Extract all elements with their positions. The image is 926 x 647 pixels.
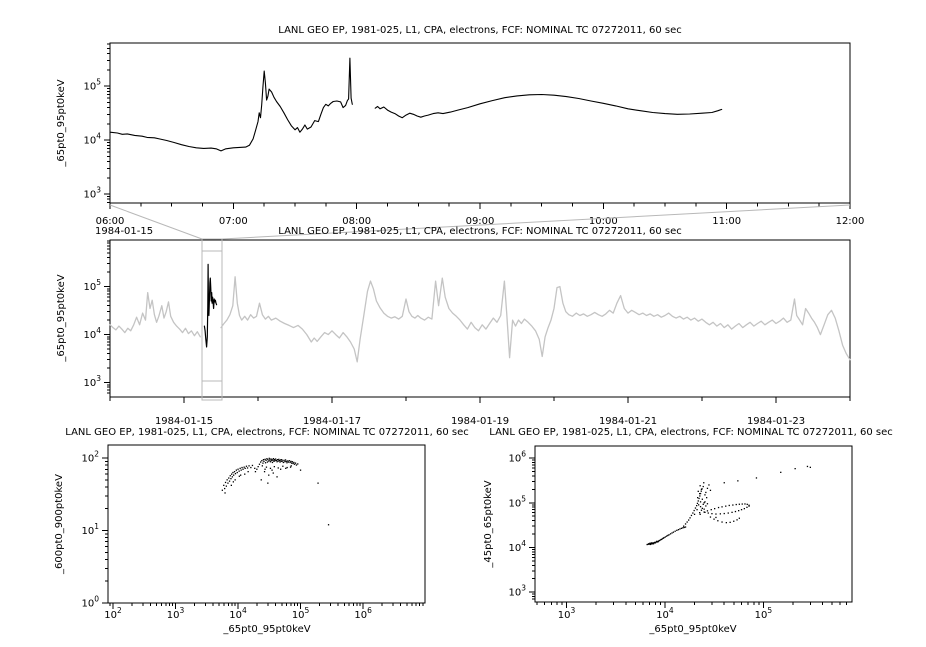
scatter-point bbox=[729, 505, 730, 506]
scatter-point bbox=[254, 468, 255, 469]
scatter-point bbox=[227, 479, 228, 480]
scatter-point bbox=[222, 490, 223, 491]
scatter-point bbox=[737, 480, 738, 481]
scatter-point bbox=[297, 463, 298, 464]
scatter-point bbox=[263, 459, 264, 460]
scatter-point bbox=[685, 526, 686, 527]
context-overview-timeseries bbox=[83, 205, 850, 427]
scatter-point bbox=[684, 527, 685, 528]
scatter-point bbox=[700, 501, 701, 502]
plot-title-bottom-left: LANL GEO EP, 1981-025, L1, CPA, electrons, FCF: NOMINAL TC 07272011, 60 sec bbox=[65, 427, 469, 438]
scatter-point bbox=[707, 503, 708, 504]
y-axis-label-top: _65pt0_95pt0keV bbox=[56, 79, 67, 167]
tick-label: 1984-01-17 bbox=[302, 416, 362, 427]
scatter-point bbox=[656, 541, 657, 542]
scatter-point bbox=[648, 543, 649, 544]
scatter-point bbox=[685, 523, 686, 524]
scatter-point bbox=[232, 476, 233, 477]
plot-title-middle: LANL GEO EP, 1981-025, L1, CPA, electrons, FCF: NOMINAL TC 07272011, 60 sec bbox=[278, 226, 682, 237]
tick-label: $10^2$ bbox=[104, 606, 122, 621]
scatter-point bbox=[692, 512, 693, 513]
x-axis-label-bottom-left: _65pt0_95pt0keV bbox=[223, 624, 311, 635]
scatter-point bbox=[714, 508, 715, 509]
scatter-point bbox=[262, 465, 263, 466]
scatter-point bbox=[268, 475, 269, 476]
scatter-point bbox=[277, 459, 278, 460]
scatter-point bbox=[706, 497, 707, 498]
overview-gray-before-zoom bbox=[110, 293, 200, 337]
scatter-point bbox=[726, 522, 727, 523]
scatter-point bbox=[733, 521, 734, 522]
scatter-point bbox=[295, 463, 296, 464]
tick-label: $10^4$ bbox=[656, 606, 674, 621]
scatter-point bbox=[742, 503, 743, 504]
scatter-point bbox=[744, 508, 745, 509]
scatter-point bbox=[696, 505, 697, 506]
scatter-point bbox=[731, 512, 732, 513]
context-date-label: 1984-01-15 bbox=[95, 226, 154, 237]
scatter-point bbox=[292, 461, 293, 462]
scatter-point bbox=[702, 508, 703, 509]
tick-label: $10^5$ bbox=[754, 606, 773, 621]
scatter-point bbox=[241, 470, 242, 471]
scatter-point bbox=[278, 459, 279, 460]
scatter-point bbox=[671, 532, 672, 533]
scatter-point bbox=[270, 458, 271, 459]
scatter-point bbox=[237, 472, 238, 473]
scatter-point bbox=[244, 467, 245, 468]
scatter-point bbox=[720, 513, 721, 514]
scatter-point bbox=[285, 468, 286, 469]
scatter-point bbox=[266, 467, 267, 468]
scatter-point bbox=[263, 461, 264, 462]
scatter-point bbox=[667, 535, 668, 536]
scatter-point bbox=[258, 466, 259, 467]
scatter-point bbox=[673, 532, 674, 533]
scatter-point bbox=[275, 458, 276, 459]
tick-label: 1984-01-21 bbox=[598, 416, 658, 427]
scatter-point bbox=[683, 526, 684, 527]
scatter-point bbox=[229, 481, 230, 482]
scatter-point bbox=[282, 466, 283, 467]
scatter-point bbox=[744, 503, 745, 504]
scatter-point bbox=[717, 520, 718, 521]
scatter-point bbox=[267, 461, 268, 462]
scatter-point bbox=[328, 524, 329, 525]
scatter-point bbox=[237, 469, 238, 470]
scatter-point bbox=[700, 485, 701, 486]
scatter-point bbox=[246, 466, 247, 467]
scatter-point bbox=[284, 461, 285, 462]
scatter-point bbox=[255, 471, 256, 472]
scatter-point bbox=[290, 467, 291, 468]
scatter-point bbox=[241, 467, 242, 468]
scatter-point bbox=[688, 519, 689, 520]
scatter-point bbox=[665, 536, 666, 537]
scatter-point bbox=[234, 471, 235, 472]
scatter-point bbox=[697, 497, 698, 498]
tick-label: $10^3$ bbox=[557, 606, 576, 621]
scatter-point bbox=[732, 504, 733, 505]
scatter-point bbox=[283, 462, 284, 463]
scatter-point bbox=[235, 479, 236, 480]
scatter-point bbox=[317, 483, 318, 484]
scatter-point bbox=[236, 470, 237, 471]
scatter-point bbox=[270, 468, 271, 469]
scatter-point bbox=[256, 469, 257, 470]
tick-label: $10^3$ bbox=[83, 374, 101, 390]
scatter-point bbox=[233, 481, 234, 482]
tick-label: 09:00 bbox=[465, 216, 495, 227]
tick-label: 10:00 bbox=[588, 216, 618, 227]
tick-label: $10^4$ bbox=[229, 606, 247, 621]
scatter-600-900-vs-65-95 bbox=[81, 445, 425, 621]
scatter-point bbox=[274, 460, 275, 461]
scatter-point bbox=[695, 507, 696, 508]
top-detail-timeseries bbox=[83, 43, 864, 227]
scatter-point bbox=[730, 522, 731, 523]
scatter-point bbox=[705, 505, 706, 506]
scatter-point bbox=[701, 491, 702, 492]
scatter-point bbox=[746, 507, 747, 508]
tick-label: 12:00 bbox=[835, 216, 865, 227]
scatter-point bbox=[721, 521, 722, 522]
tick-label: $10^6$ bbox=[508, 449, 526, 465]
scatter-point bbox=[285, 459, 286, 460]
scatter-point bbox=[261, 479, 262, 480]
scatter-point bbox=[711, 509, 712, 510]
context-zoom-box[interactable] bbox=[202, 239, 222, 400]
scatter-point bbox=[666, 536, 667, 537]
scatter-point bbox=[244, 474, 245, 475]
scatter-point bbox=[738, 510, 739, 511]
scatter-point bbox=[653, 543, 654, 544]
y-axis-label-bottom-right: _45pt0_65pt0keV bbox=[483, 480, 494, 568]
scatter-point bbox=[239, 471, 240, 472]
scatter-point bbox=[296, 464, 297, 465]
scatter-point bbox=[711, 513, 712, 514]
scatter-point bbox=[283, 460, 284, 461]
x-axis-label-bottom-right: _65pt0_95pt0keV bbox=[649, 624, 737, 635]
scatter-point bbox=[260, 461, 261, 462]
scatter-point bbox=[273, 472, 274, 473]
scatter-point bbox=[698, 504, 699, 505]
tick-label: $10^5$ bbox=[83, 278, 101, 294]
scatter-point bbox=[235, 473, 236, 474]
scatter-point bbox=[279, 461, 280, 462]
scatter-point bbox=[670, 533, 671, 534]
plot-title-top: LANL GEO EP, 1981-025, L1, CPA, electrons, FCF: NOMINAL TC 07272011, 60 sec bbox=[278, 25, 682, 36]
tick-label: $10^3$ bbox=[83, 185, 101, 201]
scatter-point bbox=[810, 467, 811, 468]
scatter-point bbox=[226, 486, 227, 487]
scatter-point bbox=[698, 491, 699, 492]
scatter-point bbox=[290, 461, 291, 462]
scatter-point bbox=[701, 489, 702, 490]
scatter-point bbox=[678, 529, 679, 530]
scatter-point bbox=[276, 461, 277, 462]
tick-label: $10^5$ bbox=[83, 77, 101, 93]
electron-flux-segment-2 bbox=[375, 95, 722, 118]
scatter-point bbox=[240, 468, 241, 469]
scatter-point bbox=[704, 501, 705, 502]
scatter-point bbox=[715, 513, 716, 514]
scatter-point bbox=[239, 476, 240, 477]
scatter-point bbox=[708, 484, 709, 485]
scatter-point bbox=[269, 459, 270, 460]
scatter-point bbox=[281, 459, 282, 460]
tick-label: $10^4$ bbox=[508, 538, 526, 554]
scatter-point bbox=[267, 459, 268, 460]
tick-label: $10^6$ bbox=[354, 606, 372, 621]
scatter-point bbox=[233, 475, 234, 476]
tick-label: 1984-01-15 bbox=[154, 416, 214, 427]
scatter-point bbox=[276, 460, 277, 461]
scatter-point bbox=[676, 530, 677, 531]
scatter-point bbox=[700, 514, 701, 515]
scatter-point bbox=[710, 516, 711, 517]
scatter-point bbox=[756, 477, 757, 478]
scatter-point bbox=[280, 469, 281, 470]
tick-label: $10^1$ bbox=[81, 522, 99, 538]
scatter-point bbox=[271, 460, 272, 461]
scatter-point bbox=[267, 483, 268, 484]
scatter-point bbox=[710, 490, 711, 491]
scatter-point bbox=[724, 513, 725, 514]
scatter-point bbox=[675, 531, 676, 532]
tick-label: 08:00 bbox=[342, 216, 372, 227]
scatter-point bbox=[231, 474, 232, 475]
scatter-point bbox=[224, 492, 225, 493]
scatter-point bbox=[265, 460, 266, 461]
scatter-point bbox=[227, 483, 228, 484]
overview-gray-after-zoom bbox=[221, 277, 850, 362]
scatter-point bbox=[703, 486, 704, 487]
y-axis-label-bottom-left: _600pt0_900pt0keV bbox=[54, 474, 65, 574]
plot-title-bottom-right: LANL GEO EP, 1981-025, L1, CPA, electrons, FCF: NOMINAL TC 07272011, 60 sec bbox=[489, 427, 893, 438]
scatter-point bbox=[679, 528, 680, 529]
scatter-point bbox=[715, 517, 716, 518]
highlighted-zoom-interval bbox=[204, 264, 216, 347]
scatter-point bbox=[289, 460, 290, 461]
tick-label: $10^2$ bbox=[81, 449, 99, 465]
scatter-point bbox=[699, 512, 700, 513]
tick-label: 11:00 bbox=[712, 216, 742, 227]
scatter-point bbox=[694, 514, 695, 515]
scatter-point bbox=[708, 512, 709, 513]
scatter-point bbox=[276, 476, 277, 477]
scatter-point bbox=[264, 471, 265, 472]
scatter-point bbox=[658, 541, 659, 542]
scatter-point bbox=[288, 461, 289, 462]
tick-label: 06:00 bbox=[95, 216, 125, 227]
scatter-point bbox=[747, 504, 748, 505]
scatter-point bbox=[694, 510, 695, 511]
scatter-point bbox=[718, 507, 719, 508]
scatter-point bbox=[286, 462, 287, 463]
scatter-45-65-vs-65-95 bbox=[508, 446, 852, 621]
scatter-point bbox=[707, 510, 708, 511]
tick-label: $10^3$ bbox=[166, 606, 185, 621]
y-axis-label-middle: _65pt0_95pt0keV bbox=[56, 274, 67, 362]
scatter-45-65-vs-65-95-plot-area[interactable] bbox=[535, 446, 852, 602]
scatter-point bbox=[700, 506, 701, 507]
scatter-point bbox=[739, 504, 740, 505]
scatter-point bbox=[780, 472, 781, 473]
scatter-point bbox=[300, 470, 301, 471]
scatter-point bbox=[681, 528, 682, 529]
scatter-point bbox=[668, 534, 669, 535]
scatter-point bbox=[748, 506, 749, 507]
tick-label: 07:00 bbox=[218, 216, 248, 227]
scatter-point bbox=[272, 462, 273, 463]
scatter-point bbox=[245, 468, 246, 469]
scatter-point bbox=[278, 467, 279, 468]
scatter-point bbox=[687, 521, 688, 522]
scatter-point bbox=[650, 543, 651, 544]
scatter-point bbox=[736, 519, 737, 520]
tick-label: $10^4$ bbox=[83, 326, 101, 342]
scatter-point bbox=[739, 518, 740, 519]
scatter-point bbox=[240, 475, 241, 476]
scatter-point bbox=[689, 517, 690, 518]
scatter-point bbox=[232, 472, 233, 473]
scatter-point bbox=[248, 471, 249, 472]
scatter-point bbox=[250, 467, 251, 468]
scatter-point bbox=[705, 492, 706, 493]
tick-label: $10^0$ bbox=[81, 594, 99, 610]
scatter-point bbox=[291, 463, 292, 464]
scatter-point bbox=[230, 475, 231, 476]
scatter-point bbox=[242, 469, 243, 470]
scatter-point bbox=[707, 488, 708, 489]
scatter-point bbox=[741, 509, 742, 510]
tick-label: $10^4$ bbox=[83, 131, 101, 147]
tick-label: 1984-01-19 bbox=[450, 416, 510, 427]
scatter-point bbox=[231, 485, 232, 486]
scatter-point bbox=[696, 509, 697, 510]
scatter-point bbox=[287, 467, 288, 468]
tick-label: $10^3$ bbox=[508, 583, 526, 599]
scatter-point bbox=[262, 463, 263, 464]
scatter-point bbox=[281, 461, 282, 462]
scatter-point bbox=[701, 510, 702, 511]
scatter-point bbox=[704, 494, 705, 495]
scatter-point bbox=[698, 498, 699, 499]
scatter-point bbox=[728, 512, 729, 513]
scatter-point bbox=[725, 506, 726, 507]
scatter-point bbox=[699, 493, 700, 494]
top-detail-timeseries-plot-area[interactable] bbox=[110, 43, 850, 203]
scatter-point bbox=[282, 460, 283, 461]
scatter-point bbox=[279, 460, 280, 461]
scatter-point bbox=[252, 465, 253, 466]
scatter-point bbox=[261, 460, 262, 461]
scatter-point bbox=[293, 462, 294, 463]
scatter-600-900-vs-65-95-plot-area[interactable] bbox=[108, 445, 425, 603]
electron-flux-segment-1 bbox=[110, 58, 352, 151]
scatter-point bbox=[795, 468, 796, 469]
scatter-point bbox=[248, 465, 249, 466]
context-overview-timeseries-plot-area[interactable] bbox=[110, 240, 850, 397]
scatter-point bbox=[269, 458, 270, 459]
scatter-point bbox=[247, 467, 248, 468]
scatter-point bbox=[735, 511, 736, 512]
scatter-point bbox=[228, 477, 229, 478]
scatter-point bbox=[223, 485, 224, 486]
scatter-point bbox=[264, 469, 265, 470]
scatter-point bbox=[230, 478, 231, 479]
scatter-point bbox=[265, 462, 266, 463]
scatter-point bbox=[271, 470, 272, 471]
scatter-point bbox=[278, 460, 279, 461]
scatter-point bbox=[259, 464, 260, 465]
scatter-point bbox=[736, 504, 737, 505]
scatter-point bbox=[274, 466, 275, 467]
scatter-point bbox=[704, 512, 705, 513]
scatter-point bbox=[291, 465, 292, 466]
scatter-point bbox=[224, 488, 225, 489]
scatter-point bbox=[703, 482, 704, 483]
tick-label: $10^5$ bbox=[291, 606, 310, 621]
scatter-point bbox=[724, 482, 725, 483]
scatter-point bbox=[721, 506, 722, 507]
scatter-point bbox=[691, 515, 692, 516]
scatter-point bbox=[663, 537, 664, 538]
scatter-point bbox=[704, 509, 705, 510]
scatter-point bbox=[682, 527, 683, 528]
scatter-point bbox=[703, 504, 704, 505]
tick-label: $10^5$ bbox=[508, 494, 526, 510]
scatter-point bbox=[698, 500, 699, 501]
scatter-point bbox=[702, 499, 703, 500]
scatter-point bbox=[225, 482, 226, 483]
scatter-point bbox=[713, 519, 714, 520]
scatter-point bbox=[697, 503, 698, 504]
scatter-point bbox=[699, 495, 700, 496]
scatter-point bbox=[286, 461, 287, 462]
tick-label: 1984-01-23 bbox=[746, 416, 806, 427]
scatter-point bbox=[807, 466, 808, 467]
